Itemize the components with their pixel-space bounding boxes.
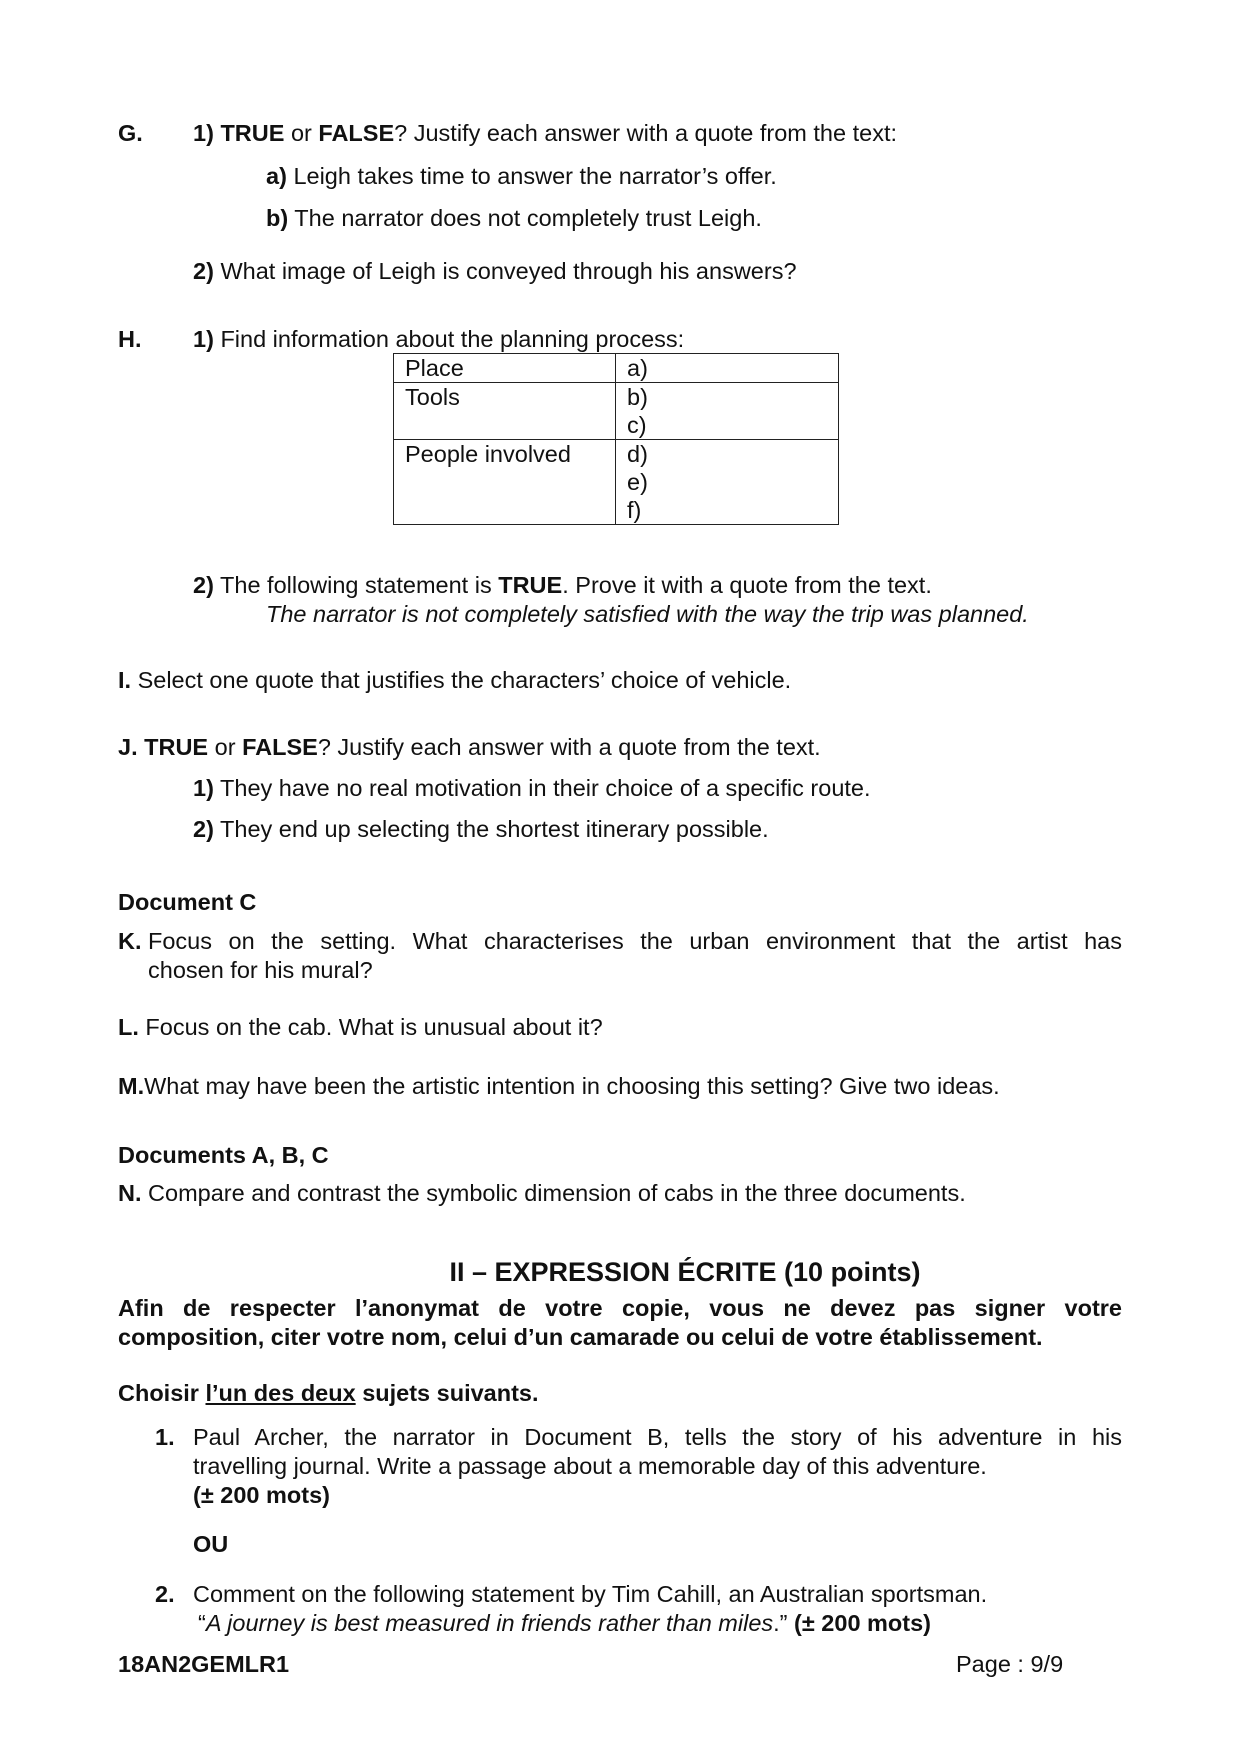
page-number: Page : 9/9 bbox=[956, 1651, 1064, 1677]
question-letter: M. bbox=[118, 1073, 145, 1099]
section-g bbox=[118, 119, 143, 147]
or-separator: OU bbox=[193, 1531, 229, 1557]
question-h2 bbox=[193, 571, 932, 599]
section-h bbox=[118, 325, 142, 353]
question-h2-statement bbox=[266, 600, 1029, 628]
item-label: 1) bbox=[193, 775, 214, 801]
question-g1 bbox=[193, 119, 897, 147]
subject-1-line1: Paul Archer, the narrator in Document B, tells the story of his adventure in his bbox=[193, 1424, 1122, 1450]
false-keyword: FALSE bbox=[242, 734, 318, 760]
or-word: or bbox=[290, 120, 312, 146]
question-number: 1) bbox=[193, 120, 214, 146]
table-row bbox=[394, 354, 839, 383]
question-text: Compare and contrast the symbolic dimension of cabs in the three documents. bbox=[148, 1180, 966, 1206]
question-j2 bbox=[193, 815, 769, 843]
question-letter: H. bbox=[118, 326, 142, 352]
item-text: The narrator does not completely trust Leigh. bbox=[294, 205, 762, 231]
quote-text: A journey is best measured in friends rather than miles bbox=[205, 1610, 774, 1636]
heading-text: Document C bbox=[118, 889, 257, 915]
question-letter: L. bbox=[118, 1014, 139, 1040]
item-label: a) bbox=[266, 163, 287, 189]
anonymity-line2: composition, citer votre nom, celui d’un camarade ou celui de votre établissement. bbox=[118, 1324, 1043, 1350]
question-letter: J. bbox=[118, 734, 138, 760]
question-text: Focus on the cab. What is unusual about it? bbox=[145, 1014, 603, 1040]
underlined-text: l’un des deux bbox=[205, 1380, 356, 1406]
true-keyword: TRUE bbox=[144, 734, 209, 760]
question-text: Find information about the planning process: bbox=[220, 326, 685, 352]
question-number: 2) bbox=[193, 572, 214, 598]
subject-2-quote bbox=[198, 1609, 931, 1637]
statement-text: The narrator is not completely satisfied with the way the trip was planned. bbox=[266, 601, 1029, 627]
row-answers bbox=[616, 440, 839, 525]
or-word: or bbox=[214, 734, 236, 760]
answer-slot: e) bbox=[627, 469, 648, 495]
subject-2-number: 2. bbox=[155, 1581, 175, 1607]
document-c-heading bbox=[118, 888, 256, 916]
section-title: II – EXPRESSION ÉCRITE (10 points) bbox=[449, 1257, 921, 1287]
true-keyword: TRUE bbox=[498, 572, 563, 598]
question-j bbox=[118, 733, 821, 761]
question-letter: N. bbox=[118, 1180, 142, 1206]
answer-slot: d) bbox=[627, 441, 648, 467]
false-keyword: FALSE bbox=[318, 120, 395, 146]
row-answers bbox=[616, 354, 839, 383]
question-n bbox=[118, 1179, 966, 1207]
heading-text: Documents A, B, C bbox=[118, 1142, 329, 1168]
documents-abc-heading bbox=[118, 1141, 329, 1169]
question-letter: K. bbox=[118, 928, 142, 954]
subject-2-line1: Comment on the following statement by Tim Cahill, an Australian sportsman. bbox=[193, 1581, 988, 1607]
question-number: 1) bbox=[193, 326, 214, 352]
item-text: They have no real motivation in their choice of a specific route. bbox=[220, 775, 871, 801]
question-number: 2) bbox=[193, 258, 214, 284]
row-label: Tools bbox=[394, 383, 616, 440]
question-text: . Prove it with a quote from the text. bbox=[562, 572, 932, 598]
anonymity-line1: Afin de respecter l’anonymat de votre copie, vous ne devez pas signer votre bbox=[118, 1295, 1122, 1321]
question-k-line1: Focus on the setting. What characterises the urban environment that the artist has bbox=[148, 928, 1122, 954]
answer-slot: c) bbox=[627, 412, 647, 438]
subject-1-number: 1. bbox=[155, 1424, 175, 1450]
item-label: b) bbox=[266, 205, 289, 231]
answer-slot: b) bbox=[627, 384, 648, 410]
subject-1-line2: travelling journal. Write a passage about a memorable day of this adventure. bbox=[193, 1453, 987, 1479]
quote-mark: “ bbox=[198, 1610, 206, 1636]
question-k-line2: chosen for his mural? bbox=[148, 957, 373, 983]
question-g1b bbox=[266, 204, 762, 232]
exam-code: 18AN2GEMLR1 bbox=[118, 1651, 290, 1677]
item-text: Leigh takes time to answer the narrator’s offer. bbox=[293, 163, 777, 189]
question-m bbox=[118, 1072, 1000, 1100]
question-j1 bbox=[193, 774, 871, 802]
item-label: 2) bbox=[193, 816, 214, 842]
true-keyword: TRUE bbox=[220, 120, 285, 146]
question-g2 bbox=[193, 257, 797, 285]
quote-mark: .” bbox=[773, 1610, 788, 1636]
subject-1-word-count: (± 200 mots) bbox=[193, 1482, 330, 1508]
question-text: ? Justify each answer with a quote from the text: bbox=[394, 120, 898, 146]
question-text: ? Justify each answer with a quote from the text. bbox=[317, 734, 821, 760]
instruction-text: sujets suivants. bbox=[362, 1380, 539, 1406]
question-h1 bbox=[193, 325, 684, 353]
table-row bbox=[394, 383, 839, 440]
question-letter: I. bbox=[118, 667, 132, 693]
table-row bbox=[394, 440, 839, 525]
question-letter: G. bbox=[118, 120, 143, 146]
row-label: Place bbox=[394, 354, 616, 383]
item-text: They end up selecting the shortest itinerary possible. bbox=[220, 816, 769, 842]
answer-slot: a) bbox=[627, 355, 648, 381]
question-text: What image of Leigh is conveyed through his answers? bbox=[220, 258, 797, 284]
question-l bbox=[118, 1013, 603, 1041]
subject-2-word-count: (± 200 mots) bbox=[794, 1610, 932, 1636]
question-g1a bbox=[266, 162, 777, 190]
choose-instruction bbox=[118, 1379, 539, 1407]
question-k-letter bbox=[118, 927, 142, 955]
row-label: People involved bbox=[394, 440, 616, 525]
answer-slot: f) bbox=[627, 497, 642, 523]
question-text: The following statement is bbox=[220, 572, 492, 598]
instruction-text: Choisir bbox=[118, 1380, 199, 1406]
question-text: What may have been the artistic intention in choosing this setting? Give two ideas. bbox=[144, 1073, 1000, 1099]
question-text: Select one quote that justifies the characters’ choice of vehicle. bbox=[137, 667, 792, 693]
row-answers bbox=[616, 383, 839, 440]
question-i bbox=[118, 666, 791, 694]
planning-table bbox=[393, 353, 839, 525]
